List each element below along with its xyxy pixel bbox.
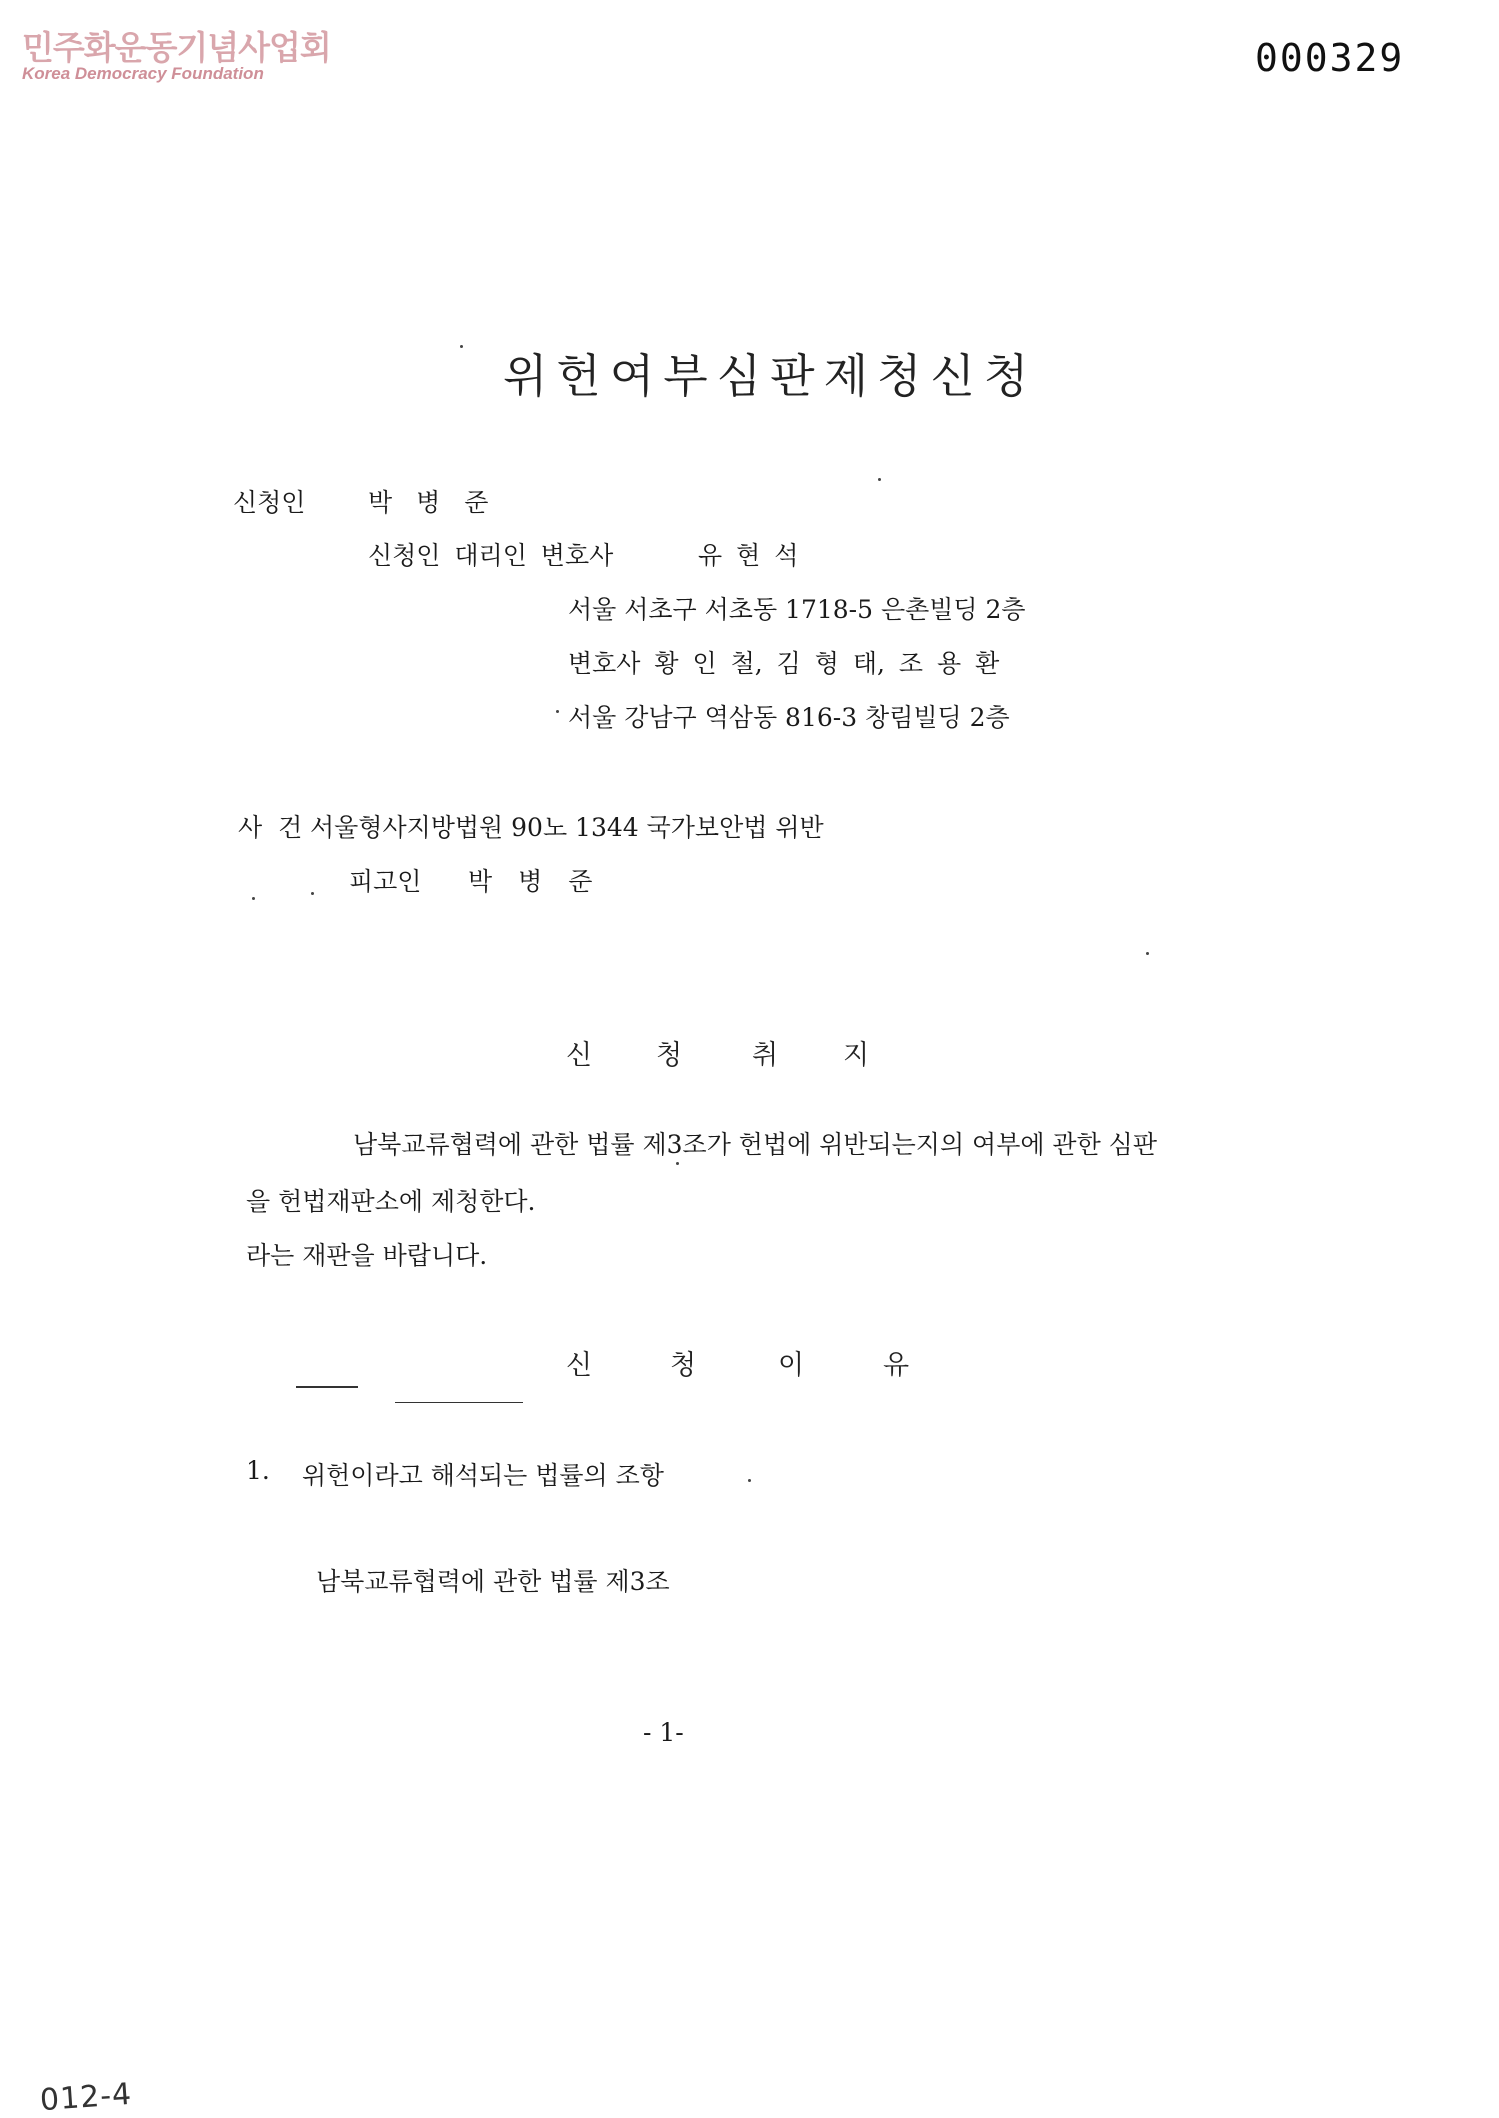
applicant-label: 신청인 [233, 488, 306, 517]
scan-speck [311, 892, 314, 895]
applicant-name: 박 병 준 [368, 488, 489, 517]
foundation-logo-korean: 민주화운동기념사업회 [22, 28, 331, 67]
document-number: 000329 [1255, 36, 1405, 80]
purpose-line-1: 남북교류협력에 관한 법률 제3조가 헌법에 위반되는지의 여부에 관한 심판 [353, 1130, 1157, 1159]
purpose-heading-char: 지 [843, 1040, 870, 1071]
reasons-heading-char: 이 [778, 1350, 805, 1381]
scan-mark [296, 1386, 358, 1388]
purpose-line-2: 을 헌법재판소에 제청한다. [246, 1187, 536, 1216]
scan-speck [748, 1479, 751, 1482]
scan-speck [556, 710, 559, 713]
case-label: 사 건 [238, 813, 303, 842]
agent-name: 유 현 석 [698, 541, 799, 570]
defendant-label: 피고인 [349, 867, 422, 896]
reason-item-number: 1. [246, 1456, 270, 1485]
scan-mark [395, 1402, 523, 1403]
scan-speck [252, 897, 255, 900]
foundation-logo-english: Korea Democracy Foundation [22, 64, 264, 83]
purpose-line-3: 라는 재판을 바랍니다. [246, 1241, 488, 1270]
scan-speck [878, 478, 881, 481]
scan-speck [1146, 952, 1149, 955]
reasons-heading-char: 유 [883, 1350, 910, 1381]
agent-address: 서울 서초구 서초동 1718-5 은촌빌딩 2층 [568, 595, 1026, 624]
handwritten-note: 012-4 [38, 2076, 134, 2118]
reason-item-title: 위헌이라고 해석되는 법률의 조항 [302, 1461, 664, 1490]
agent-line: 신청인 대리인 변호사 [368, 541, 614, 570]
purpose-heading-char: 신 [566, 1040, 593, 1071]
purpose-heading-char: 취 [752, 1040, 779, 1071]
case-description: 서울형사지방법원 90노 1344 국가보안법 위반 [310, 813, 824, 842]
document-title: 위헌여부심판제청신청 [503, 349, 1038, 403]
page-number: - 1- [643, 1718, 684, 1747]
defendant-name: 박 병 준 [468, 867, 593, 896]
reason-item-body: 남북교류협력에 관한 법률 제3조 [316, 1567, 670, 1596]
scan-speck [460, 345, 463, 348]
purpose-heading-char: 청 [656, 1040, 683, 1071]
reasons-heading-char: 신 [566, 1350, 593, 1381]
lawyers-address: 서울 강남구 역삼동 816-3 창림빌딩 2층 [568, 703, 1010, 732]
lawyers-line: 변호사 황 인 철, 김 형 태, 조 용 환 [568, 649, 1000, 678]
reasons-heading-char: 청 [670, 1350, 697, 1381]
scan-speck [676, 1162, 679, 1165]
